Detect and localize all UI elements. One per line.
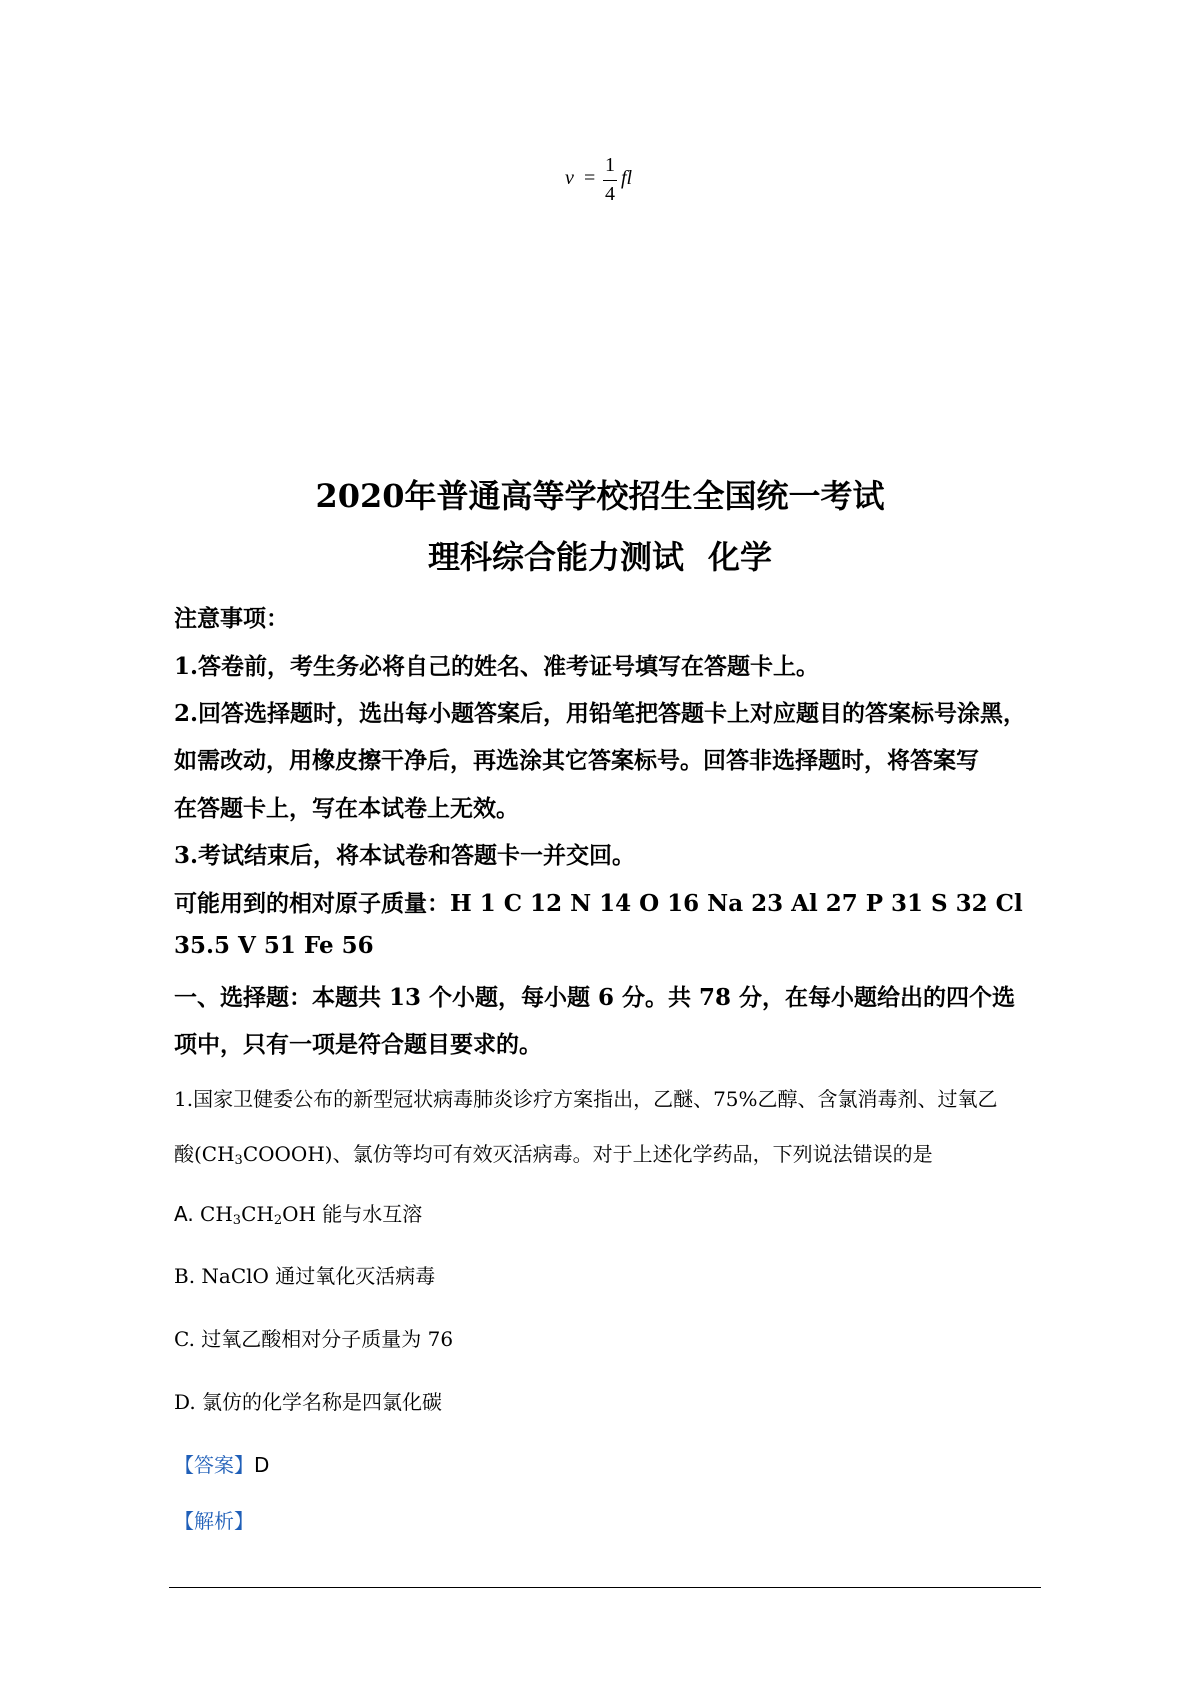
formula-rhs: fl [621, 167, 633, 189]
notice-item-2-line1: 2.回答选择题时，选出每小题答案后，用铅笔把答题卡上对应题目的答案标号涂黑， [174, 700, 1027, 727]
page-rule [169, 1587, 1041, 1588]
exam-title: 2020年普通高等学校招生全国统一考试 [315, 477, 885, 515]
formula-lhs: v [565, 167, 574, 189]
answer-value: D [254, 1453, 270, 1477]
notice-item-2-line3: 在答题卡上，写在本试卷上无效。 [174, 795, 519, 822]
notice-heading: 注意事项： [174, 605, 289, 632]
subtitle-subject: 化学 [708, 538, 773, 576]
answer-label: 【答案】 [174, 1453, 254, 1477]
option-c: C. 过氧乙酸相对分子质量为 76 [174, 1327, 454, 1351]
atomic-mass-line1: 可能用到的相对原子质量：H 1 C 12 N 14 O 16 Na 23 Al 27 P 31 S 32 Cl [174, 890, 1023, 917]
exam-subtitle [0, 537, 1200, 577]
notice-item-2-line2: 如需改动，用橡皮擦干净后，再选涂其它答案标号。回答非选择题时，将答案写 [174, 747, 979, 774]
answer-line [174, 1449, 1044, 1478]
option-b: B. NaClO 通过氧化灭活病毒 [174, 1264, 436, 1288]
formula-denominator: 4 [605, 183, 615, 205]
formula-numerator: 1 [605, 154, 615, 176]
section-heading-line2: 项中，只有一项是符合题目要求的。 [174, 1031, 542, 1058]
atomic-mass-line2: 35.5 V 51 Fe 56 [174, 932, 374, 959]
notice-item-1: 1.答卷前，考生务必将自己的姓名、准考证号填写在答题卡上。 [174, 653, 820, 680]
subtitle-main: 理科综合能力测试 [427, 538, 684, 576]
formula-equals: = [584, 167, 596, 189]
question-1-line1: 1.国家卫健委公布的新型冠状病毒肺炎诊疗方案指出，乙醚、75%乙醇、含氯消毒剂、过氧乙 [174, 1087, 998, 1111]
notice-item-3: 3.考试结束后，将本试卷和答题卡一并交回。 [174, 842, 636, 869]
option-a: A. $CH_3CH_2OH$ 能与水互溶 [174, 1202, 423, 1228]
analysis-label: 【解析】 [174, 1509, 254, 1533]
option-d: D. 氯仿的化学名称是四氯化碳 [174, 1390, 443, 1414]
section-heading-line1: 一、选择题：本题共 13 个小题，每小题 6 分。共 78 分，在每小题给出的四个选 [174, 984, 1016, 1011]
question-1-line2: 酸$(CH_3COOOH)$、氯仿等均可有效灭活病毒。对于上述化学药品，下列说法错误的是 [174, 1142, 933, 1168]
fraction-bar [603, 180, 617, 181]
